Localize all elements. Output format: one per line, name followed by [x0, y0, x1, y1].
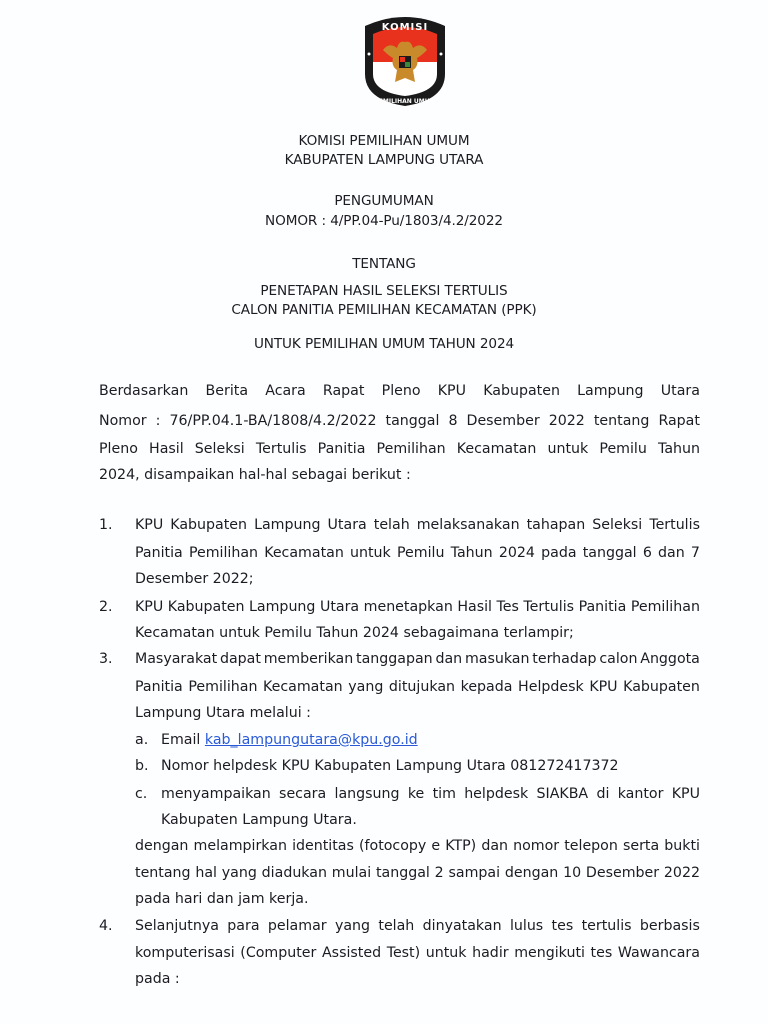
subitem-letter: a. — [135, 732, 149, 748]
item-line: Panitia Pemilihan Kecamatan untuk Pemilu Tahun 2024 pada tanggal 6 dan 7 — [135, 545, 700, 561]
doc-number: NOMOR : 4/PP.04-Pu/1803/4.2/2022 — [265, 213, 503, 229]
subject-line1: PENETAPAN HASIL SELEKSI TERTULIS — [260, 283, 508, 299]
org-name-line1: KOMISI PEMILIHAN UMUM — [298, 133, 470, 149]
item-line: Lampung Utara melalui : — [135, 705, 311, 721]
about-label: TENTANG — [352, 256, 416, 272]
doc-type: PENGUMUMAN — [334, 193, 434, 209]
subitem-letter: b. — [135, 758, 149, 774]
kpu-logo-icon — [359, 12, 451, 108]
item-number: 4. — [99, 918, 113, 934]
logo-bottom-text: PEMILIHAN UMUM — [374, 98, 436, 105]
item-line: Masyarakat dapat memberikan tanggapan dan masukan terhadap calon Anggota — [135, 651, 700, 667]
item-number: 3. — [99, 651, 113, 667]
intro-line: Nomor : 76/PP.04.1-BA/1808/4.2/2022 tanggal 8 Desember 2022 tentang Rapat — [99, 413, 700, 429]
item-line: KPU Kabupaten Lampung Utara telah melaksanakan tahapan Seleksi Tertulis — [135, 517, 700, 533]
item-line: komputerisasi (Computer Assisted Test) untuk hadir mengikuti tes Wawancara — [135, 945, 700, 961]
item-after-line: tentang hal yang diadukan mulai tanggal 2 sampai dengan 10 Desember 2022 — [135, 865, 700, 881]
subitem-helpdesk-number: Nomor helpdesk KPU Kabupaten Lampung Utara 081272417372 — [161, 758, 619, 774]
item-line: Kecamatan untuk Pemilu Tahun 2024 sebagaimana terlampir; — [135, 625, 574, 641]
subject-line2: CALON PANITIA PEMILIHAN KECAMATAN (PPK) — [231, 302, 537, 318]
item-number: 2. — [99, 599, 113, 615]
item-line: Panitia Pemilihan Kecamatan yang ditujukan kepada Helpdesk KPU Kabupaten — [135, 679, 700, 695]
item-line: Desember 2022; — [135, 571, 254, 587]
item-line: pada : — [135, 971, 180, 987]
intro-line: 2024, disampaikan hal-hal sebagai berikut : — [99, 467, 411, 483]
subject-line3: UNTUK PEMILIHAN UMUM TAHUN 2024 — [253, 336, 515, 352]
org-name-line2: KABUPATEN LAMPUNG UTARA — [284, 152, 484, 168]
item-line: Selanjutnya para pelamar yang telah dinyatakan lulus tes tertulis berbasis — [135, 918, 700, 934]
subitem-line: menyampaikan secara langsung ke tim helpdesk SIAKBA di kantor KPU — [161, 786, 700, 802]
logo-top-text: KOMISI — [381, 22, 429, 33]
item-after-line: dengan melampirkan identitas (fotocopy e KTP) dan nomor telepon serta bukti — [135, 838, 700, 854]
subitem-line: Kabupaten Lampung Utara. — [161, 812, 357, 828]
email-link[interactable]: kab_lampungutara@kpu.go.id — [204, 732, 418, 748]
email-label: Email — [161, 732, 201, 748]
subitem-email — [161, 732, 418, 748]
item-number: 1. — [99, 517, 113, 533]
item-after-line: pada hari dan jam kerja. — [135, 891, 309, 907]
subitem-letter: c. — [135, 786, 148, 802]
intro-line: Pleno Hasil Seleksi Tertulis Panitia Pemilihan Kecamatan untuk Pemilu Tahun — [99, 441, 700, 457]
item-line: KPU Kabupaten Lampung Utara menetapkan Hasil Tes Tertulis Panitia Pemilihan — [135, 599, 700, 615]
intro-line: Berdasarkan Berita Acara Rapat Pleno KPU Kabupaten Lampung Utara — [99, 383, 700, 399]
